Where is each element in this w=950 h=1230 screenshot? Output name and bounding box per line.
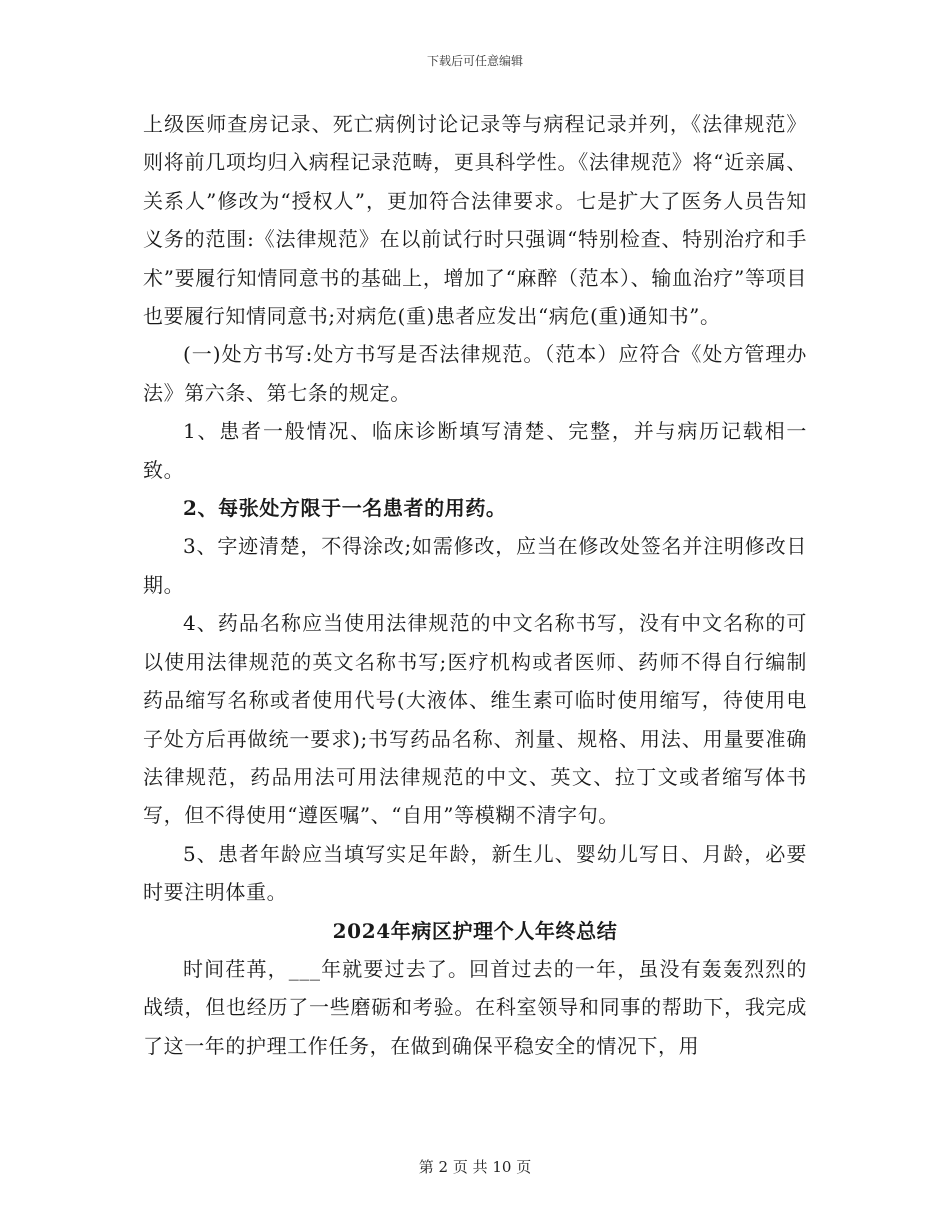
- list-item-1: 1、患者一般情况、临床诊断填写清楚、完整，并与病历记载相一致。: [143, 419, 807, 482]
- paragraph-prescription-writing: (一)处方书写:处方书写是否法律规范。（范本）应符合《处方管理办法》第六条、第七条的规定。: [143, 342, 807, 405]
- section-title: 2024年病区护理个人年终总结: [332, 918, 618, 943]
- document-body: [143, 105, 807, 1065]
- section-paragraph: 时间荏苒，___年就要过去了。回首过去的一年，虽没有轰轰烈烈的战绩，但也经历了一些磨砺和考验。在科室领导和同事的帮助下，我完成了这一年的护理工作任务，在做到确保平稳安全的情况下，用: [143, 956, 807, 1058]
- list-item-3: 3、字迹清楚，不得涂改;如需修改，应当在修改处签名并注明修改日期。: [143, 534, 807, 597]
- page-number: 第 2 页 共 10 页: [418, 1158, 532, 1176]
- list-item-5: 5、患者年龄应当填写实足年龄，新生儿、婴幼儿写日、月龄，必要时要注明体重。: [143, 841, 807, 905]
- list-item-2: 2、每张处方限于一名患者的用药。: [183, 496, 507, 521]
- page-header: 下载后可任意编辑: [426, 54, 523, 68]
- paragraph-continuation: 上级医师查房记录、死亡病例讨论记录等与病程记录并列，《法律规范》则将前几项均归入病程记录范畴，更具科学性。《法律规范》将“近亲属、关系人”修改为“授权人”，更加符合法律要求。七是扩大了医务人员告知义务的范围:《法律规范》在以前试行时只强调“特别检查、特别治疗和手术”要履行知情同意书的基础上，增加了“麻醉（范本）、输血治疗”等项目也要履行知情同意书;对病危(重)患者应发出“病危(重)通知书”。: [143, 112, 807, 329]
- list-item-4: 4、药品名称应当使用法律规范的中文名称书写，没有中文名称的可以使用法律规范的英文名称书写;医疗机构或者医师、药师不得自行编制药品缩写名称或者使用代号(大液体、维生素可临时使用缩写，待使用电子处方后再做统一要求);书写药品名称、剂量、规格、用法、用量要准确法律规范，药品用法可用法律规范的中文、英文、拉丁文或者缩写体书写，但不得使用“遵医嘱”、“自用”等模糊不清字句。: [143, 611, 807, 828]
